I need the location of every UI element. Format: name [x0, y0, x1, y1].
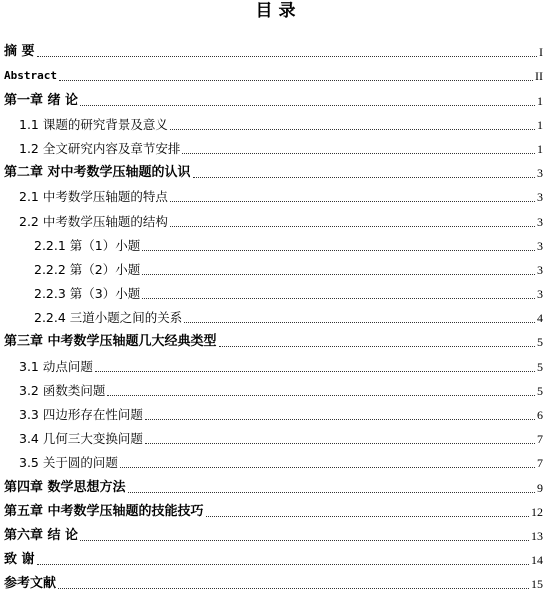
- dot-leader: [80, 105, 535, 106]
- dot-leader: [170, 201, 535, 202]
- toc-entry-section-2-2-3[interactable]: [0, 279, 551, 303]
- dot-leader: [37, 56, 537, 57]
- toc-entry-abstract-en[interactable]: [0, 61, 551, 85]
- dot-leader: [206, 516, 529, 517]
- dot-leader: [219, 346, 535, 347]
- dot-leader: [95, 371, 535, 372]
- toc-entry-text: 3.3 四边形存在性问题: [19, 407, 143, 422]
- toc-page-number: 1: [537, 93, 543, 108]
- dot-leader: [128, 492, 535, 493]
- toc-page-number: 3: [537, 166, 543, 181]
- toc-page-number: 3: [537, 190, 543, 205]
- toc-entry-section-2-1[interactable]: [0, 182, 551, 206]
- toc-entry-text: 第一章 绪 论: [4, 92, 79, 108]
- toc-page-number: 6: [537, 408, 543, 422]
- toc-entry-text: 参考文献: [4, 576, 57, 592]
- toc-entry-text: 3.4 几何三大变换问题: [19, 431, 143, 447]
- toc-page-number: 3: [537, 238, 543, 253]
- toc-entry-chapter-5[interactable]: [0, 497, 551, 521]
- toc-page-number: 12: [531, 504, 543, 519]
- toc-entry-text: Abstract: [4, 69, 57, 83]
- dot-leader: [142, 298, 535, 299]
- toc-entry-section-3-4[interactable]: [0, 424, 551, 448]
- toc-title: 目 录: [255, 1, 296, 21]
- toc-entry-section-1-1[interactable]: [0, 110, 551, 134]
- toc-entry-text: 3.2 函数类问题: [19, 382, 106, 398]
- toc-entry-text: 1.2 全文研究内容及章节安排: [19, 140, 181, 156]
- toc-entry-text: 3.5 关于圆的问题: [19, 455, 118, 471]
- toc-page-number: II: [535, 69, 543, 84]
- dot-leader: [170, 129, 535, 130]
- toc-page-number: 9: [537, 480, 543, 495]
- dot-leader: [80, 540, 529, 541]
- toc-entry-acknowledgements[interactable]: [0, 545, 551, 569]
- toc-entry-text: 2.2 中考数学压轴题的结构: [19, 213, 168, 229]
- toc-list: [0, 37, 551, 593]
- toc-entry-section-3-2[interactable]: [0, 376, 551, 400]
- toc-entry-text: 1.1 课题的研究背景及意义: [19, 116, 168, 132]
- dot-leader: [145, 419, 535, 420]
- toc-entry-section-1-2[interactable]: [0, 134, 551, 158]
- toc-page-number: 5: [537, 383, 543, 398]
- toc-entry-chapter-4[interactable]: [0, 472, 551, 496]
- toc-page-number: 3: [537, 214, 543, 229]
- toc-entry-text: 2.2.2 第（2）小题: [34, 261, 141, 277]
- toc-entry-text: 2.2.3 第（3）小题: [34, 286, 141, 302]
- toc-entry-text: 第三章 中考数学压轴题几大经典类型: [4, 334, 217, 350]
- dot-leader: [142, 250, 535, 251]
- toc-entry-section-3-5[interactable]: [0, 448, 551, 472]
- toc-entry-text: 第六章 结 论: [4, 527, 79, 543]
- toc-entry-section-2-2[interactable]: [0, 206, 551, 230]
- toc-page-number: 5: [537, 335, 543, 350]
- toc-page-number: 7: [537, 432, 543, 447]
- toc-page-number: 15: [531, 577, 543, 592]
- toc-entry-text: 第二章 对中考数学压轴题的认识: [4, 165, 191, 181]
- toc-entry-section-2-2-2[interactable]: [0, 255, 551, 279]
- toc-page-number: 5: [537, 359, 543, 374]
- toc-entry-section-2-2-4[interactable]: [0, 303, 551, 327]
- toc-entry-abstract-cn[interactable]: [0, 37, 551, 61]
- toc-entry-text: 2.1 中考数学压轴题的特点: [19, 189, 168, 205]
- toc-entry-chapter-2[interactable]: [0, 158, 551, 182]
- toc-page-number: 3: [537, 287, 543, 302]
- toc-entry-text: 第五章 中考数学压轴题的技能技巧: [4, 503, 204, 519]
- toc-entry-references[interactable]: [0, 569, 551, 593]
- toc-page-number: 1: [537, 141, 543, 156]
- toc-entry-text: 2.2.4 三道小题之间的关系: [34, 310, 183, 326]
- dot-leader: [120, 467, 535, 468]
- toc-page-number: 3: [537, 262, 543, 277]
- toc-entry-chapter-3[interactable]: [0, 327, 551, 351]
- dot-leader: [107, 395, 535, 396]
- dot-leader: [182, 153, 535, 154]
- toc-page-number: 13: [531, 528, 543, 543]
- dot-leader: [59, 80, 533, 81]
- toc-entry-section-3-1[interactable]: [0, 351, 551, 375]
- dot-leader: [37, 564, 529, 565]
- dot-leader: [193, 177, 535, 178]
- dot-leader: [184, 322, 535, 323]
- toc-entry-text: 第四章 数学思想方法: [4, 479, 126, 495]
- toc-entry-text: 致 谢: [4, 552, 35, 568]
- toc-page-number: 1: [537, 117, 543, 132]
- toc-entry-chapter-1[interactable]: [0, 85, 551, 109]
- toc-entry-section-3-3[interactable]: [0, 400, 551, 424]
- dot-leader: [142, 274, 535, 275]
- dot-leader: [145, 443, 535, 444]
- toc-page-number: 7: [537, 456, 543, 471]
- toc-page-number: 4: [537, 311, 543, 326]
- toc-entry-text: 摘 要: [4, 44, 35, 60]
- toc-page-number: I: [539, 45, 543, 60]
- toc-entry-text: 3.1 动点问题: [19, 358, 93, 374]
- toc-entry-chapter-6[interactable]: [0, 521, 551, 545]
- toc-entry-text: 2.2.1 第（1）小题: [34, 237, 141, 253]
- toc-page-number: 14: [531, 553, 543, 568]
- dot-leader: [170, 226, 535, 227]
- toc-entry-section-2-2-1[interactable]: [0, 231, 551, 255]
